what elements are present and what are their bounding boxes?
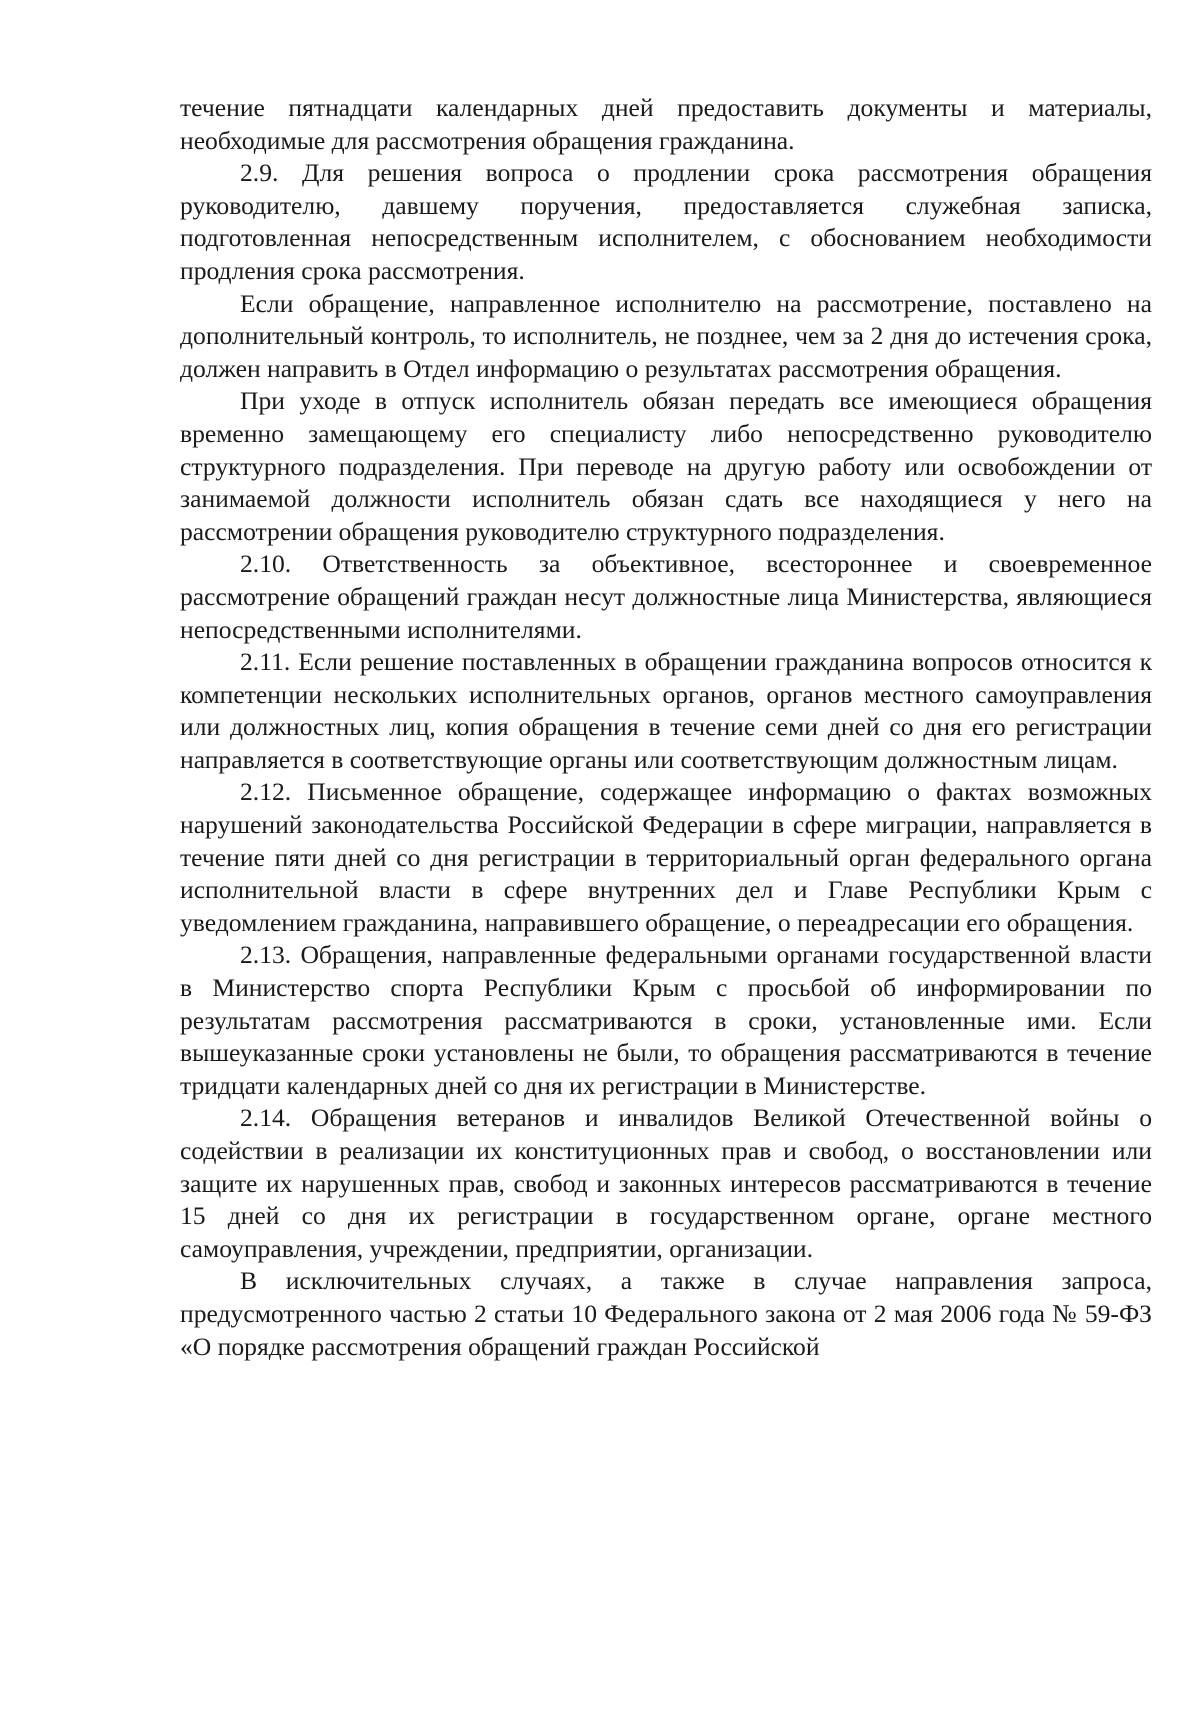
paragraph-2-10: 2.10. Ответственность за объективное, всестороннее и своевременное рассмотрение обращений граждан несут должностные лица Министерства, являющиеся непосредственными исполнителями. xyxy=(180,549,1152,644)
paragraph-2-12: 2.12. Письменное обращение, содержащее информацию о фактах возможных нарушений законодательства Российской Федерации в сфере миграции, направляется в течение пяти дней со дня регистрации в территориальный орган федерального органа исполнительной власти в сфере внутренних дел и Главе Республики Крым с уведомлением гражданина, направившего обращение, о переадресации его обращения. xyxy=(180,777,1152,937)
paragraph-2-13: 2.13. Обращения, направленные федеральными органами государственной власти в Министерство спорта Республики Крым с просьбой об информировании по результатам рассмотрения рассматриваются в сроки, установленные ими. Если вышеуказанные сроки установлены не были, то обращения рассматриваются в течение тридцати календарных дней со дня их регистрации в Министерстве. xyxy=(180,940,1152,1100)
document-body xyxy=(180,92,1152,1363)
paragraph-exceptional-cases: В исключительных случаях, а также в случае направления запроса, предусмотренного частью 2 статьи 10 Федерального закона от 2 мая 2006 года № 59-ФЗ «О порядке рассмотрения обращений граждан Российской xyxy=(180,1266,1152,1361)
paragraph-2-9: 2.9. Для решения вопроса о продлении срока рассмотрения обращения руководителю, давшему поручения, предоставляется служебная записка, подготовленная непосредственным исполнителем, с обоснованием необходимости продления срока рассмотрения. xyxy=(180,158,1152,285)
paragraph-continuation: течение пятнадцати календарных дней предоставить документы и материалы, необходимые для рассмотрения обращения гражданина. xyxy=(180,93,1152,155)
paragraph-2-14: 2.14. Обращения ветеранов и инвалидов Великой Отечественной войны о содействии в реализации их конституционных прав и свобод, о восстановлении или защите их нарушенных прав, свобод и законных интересов рассматриваются в течение 15 дней со дня их регистрации в государственном органе, органе местного самоуправления, учреждении, предприятии, организации. xyxy=(180,1103,1152,1263)
paragraph-vacation-transfer: При уходе в отпуск исполнитель обязан передать все имеющиеся обращения временно замещающему его специалисту либо непосредственно руководителю структурного подразделения. При переводе на другую работу или освобождении от занимаемой должности исполнитель обязан сдать все находящиеся у него на рассмотрении обращения руководителю структурного подразделения. xyxy=(180,386,1152,546)
paragraph-additional-control: Если обращение, направленное исполнителю на рассмотрение, поставлено на дополнительный контроль, то исполнитель, не позднее, чем за 2 дня до истечения срока, должен направить в Отдел информацию о результатах рассмотрения обращения. xyxy=(180,288,1152,383)
paragraph-2-11: 2.11. Если решение поставленных в обращении гражданина вопросов относится к компетенции нескольких исполнительных органов, органов местного самоуправления или должностных лиц, копия обращения в течение семи дней со дня его регистрации направляется в соответствующие органы или соответствующим должностным лицам. xyxy=(180,647,1152,774)
